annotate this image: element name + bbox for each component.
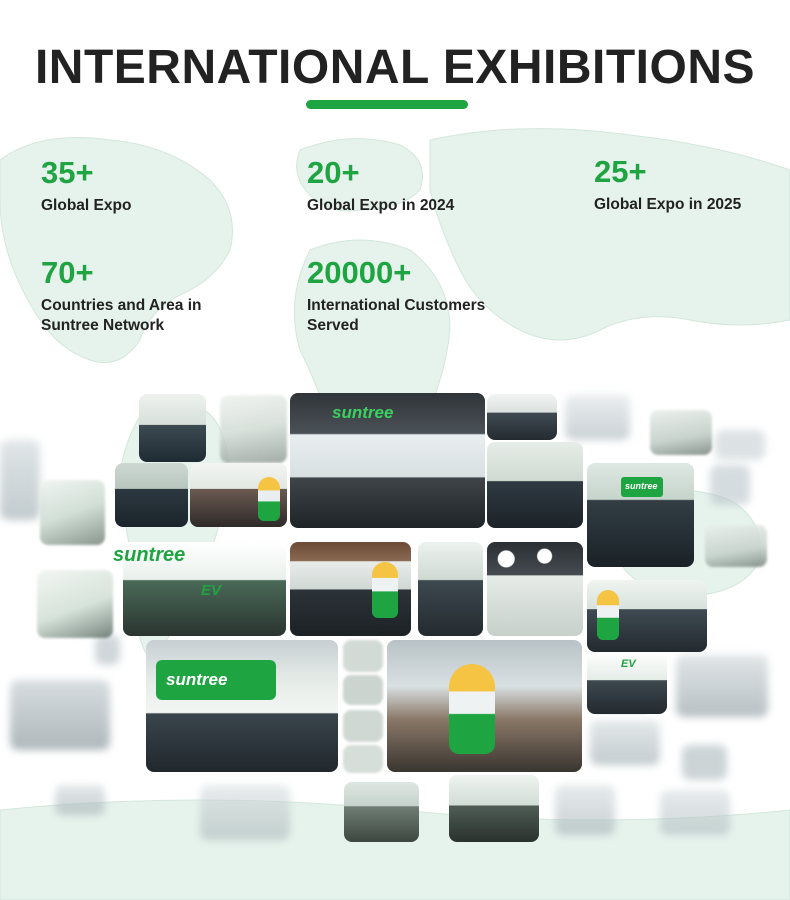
photo-handshake bbox=[115, 463, 188, 527]
photo-booth-soft bbox=[343, 745, 383, 773]
stat-value: 35+ bbox=[41, 155, 94, 190]
photo-group-meeting bbox=[487, 394, 557, 440]
photo-blurred bbox=[95, 635, 120, 665]
photo-booth-ev bbox=[113, 542, 286, 636]
stat-global-expo-2025 bbox=[594, 155, 741, 215]
booth-brand-label: suntree bbox=[332, 403, 394, 422]
photo-blurred bbox=[660, 790, 730, 835]
photo-blurred bbox=[10, 680, 110, 750]
photo-blurred bbox=[200, 785, 290, 840]
title-underline bbox=[306, 100, 468, 109]
stat-value: 20+ bbox=[307, 155, 360, 190]
booth-brand-label: suntree bbox=[625, 481, 658, 491]
stat-label: Global Expo in 2025 bbox=[594, 196, 742, 213]
stat-value: 25+ bbox=[594, 154, 647, 189]
photo-blurred bbox=[682, 745, 727, 780]
photo-booth-soft bbox=[705, 525, 767, 567]
photo-blurred bbox=[676, 655, 768, 717]
photo-booth-soft bbox=[343, 675, 383, 705]
photo-team-with-mascot bbox=[190, 463, 287, 527]
stat-value: 70+ bbox=[41, 255, 94, 290]
photo-booth-soft bbox=[343, 710, 383, 742]
photo-meeting bbox=[139, 394, 206, 462]
photo-blurred bbox=[0, 440, 40, 520]
exhibition-photo-collage bbox=[0, 390, 790, 870]
booth-brand-label: suntree bbox=[113, 544, 186, 566]
photo-desk-talk bbox=[487, 442, 583, 528]
photo-blurred bbox=[710, 465, 750, 505]
photo-mascot-selfie bbox=[387, 640, 582, 772]
booth-brand-label: suntree bbox=[166, 670, 228, 689]
photo-team-row bbox=[449, 775, 539, 842]
photo-visitors bbox=[418, 542, 483, 636]
photo-booth-soft bbox=[37, 570, 113, 638]
photo-blurred bbox=[715, 430, 765, 460]
photo-booth-entrance bbox=[146, 640, 338, 772]
photo-staff-lanyards bbox=[487, 542, 583, 636]
stat-label: International Customers Served bbox=[307, 297, 486, 334]
photo-booth-soft bbox=[650, 410, 712, 455]
photo-booth-soft bbox=[343, 640, 383, 672]
mascot-icon bbox=[449, 664, 495, 754]
ev-label: EV bbox=[621, 658, 636, 670]
stat-countries bbox=[41, 256, 201, 336]
ev-label: EV bbox=[201, 582, 222, 599]
photo-ev-charger bbox=[587, 652, 667, 714]
photo-blurred bbox=[55, 785, 105, 815]
stat-global-expo-2024 bbox=[307, 156, 454, 216]
stat-label: Countries and Area in Suntree Network bbox=[41, 297, 202, 334]
stat-label: Global Expo in 2024 bbox=[307, 197, 455, 214]
stat-customers bbox=[307, 256, 485, 336]
mascot-icon bbox=[597, 590, 619, 640]
photo-booth-stage bbox=[290, 393, 485, 528]
mascot-icon bbox=[372, 562, 398, 618]
photo-blurred bbox=[590, 720, 660, 765]
photo-booth-suntree bbox=[587, 463, 694, 567]
mascot-icon bbox=[258, 477, 280, 521]
photo-booth-soft bbox=[220, 395, 287, 463]
photo-team-mascot-2 bbox=[290, 542, 411, 636]
stat-label: Global Expo bbox=[41, 197, 132, 214]
photo-mascot-visit bbox=[587, 580, 707, 652]
photo-blurred bbox=[555, 785, 615, 835]
photo-booth-soft bbox=[40, 480, 105, 545]
stat-value: 20000+ bbox=[307, 255, 412, 290]
photo-team-row bbox=[344, 782, 419, 842]
page-title: INTERNATIONAL EXHIBITIONS bbox=[34, 41, 756, 94]
photo-blurred bbox=[565, 395, 630, 440]
stat-global-expo bbox=[41, 156, 131, 216]
